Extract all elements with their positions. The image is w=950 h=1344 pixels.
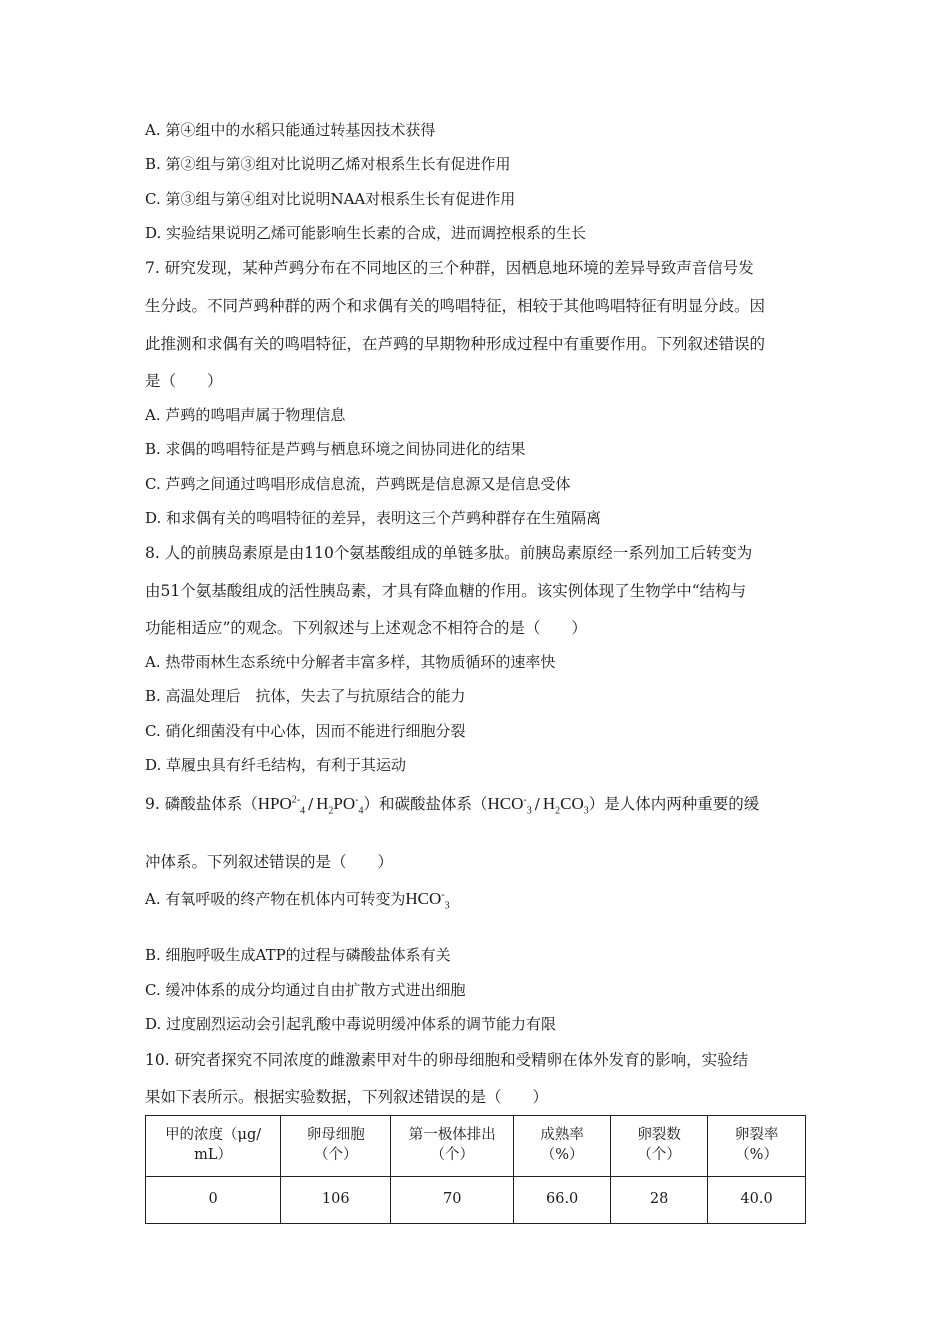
q8-option-c: C. 硝化细菌没有中心体，因而不能进行细胞分裂: [145, 722, 466, 740]
q7-option-d: D. 和求偶有关的鸣唱特征的差异，表明这三个芦鹀种群存在生殖隔离: [145, 509, 602, 527]
formula-hco3: $HCO^-_3$: [487, 794, 532, 817]
table-header-row: [146, 1116, 806, 1177]
q8-option-a: A. 热带雨林生态系统中分解者丰富多样，其物质循环的速率快: [145, 653, 556, 671]
q8-option-d: D. 草履虫具有纤毛结构，有利于其运动: [145, 756, 407, 774]
header-maturation-rate: 成熟率 （%）: [514, 1116, 611, 1177]
q7-option-a: A. 芦鹀的鸣唱声属于物理信息: [145, 406, 346, 424]
q7-stem-line-1: 7. 研究发现，某种芦鹀分布在不同地区的三个种群，因栖息地环境的差异导致声音信号发: [145, 259, 754, 277]
formula-h2co3: $H_2CO_3$: [542, 794, 589, 817]
formula-hco3-answer: $HCO^-_3$: [405, 889, 450, 912]
q9-prefix: 9. 磷酸盐体系（: [145, 795, 258, 813]
q7-stem-line-2: 生分歧。不同芦鹀种群的两个和求偶有关的鸣唱特征，相较于其他鸣唱特征有明显分歧。因: [145, 297, 766, 315]
header-cleavage-count: 卵裂数 （个）: [611, 1116, 708, 1177]
q9-option-c: C. 缓冲体系的成分均通过自由扩散方式进出细胞: [145, 981, 466, 999]
q10-data-table: [145, 1115, 806, 1224]
cell-first-polar-body: 70: [391, 1177, 514, 1224]
cell-concentration: 0: [146, 1177, 281, 1224]
header-first-polar-body: 第一极体排出 （个）: [391, 1116, 514, 1177]
q7-option-b: B. 求偶的鸣唱特征是芦鹀与栖息环境之间协同进化的结果: [145, 440, 526, 458]
q10-stem-line-2: 果如下表所示。根据实验数据，下列叙述错误的是（ ）: [145, 1088, 549, 1106]
q7-stem-line-3: 此推测和求偶有关的鸣唱特征，在芦鹀的早期物种形成过程中有重要作用。下列叙述错误的: [145, 335, 766, 353]
cell-maturation-rate: 66.0: [514, 1177, 611, 1224]
q6-option-a: A. 第④组中的水稻只能通过转基因技术获得: [145, 121, 436, 139]
q9-option-d: D. 过度剧烈运动会引起乳酸中毒说明缓冲体系的调节能力有限: [145, 1015, 557, 1033]
cell-cleavage-count: 28: [611, 1177, 708, 1224]
cell-cleavage-rate: 40.0: [708, 1177, 806, 1224]
formula-h2po4: $H_2PO^-_4$: [316, 794, 364, 817]
q8-option-b: B. 高温处理后 抗体，失去了与抗原结合的能力: [145, 687, 466, 705]
q6-option-b: B. 第②组与第③组对比说明乙烯对根系生长有促进作用: [145, 155, 511, 173]
formula-hpo4: $HPO^{2-}_4$: [257, 794, 306, 817]
q7-option-c: C. 芦鹀之间通过鸣唱形成信息流，芦鹀既是信息源又是信息受体: [145, 475, 571, 493]
q6-option-c: C. 第③组与第④组对比说明NAA对根系生长有促进作用: [145, 190, 516, 208]
q9-middle: ）和碳酸盐体系（: [363, 795, 488, 813]
header-cleavage-rate: 卵裂率 （%）: [708, 1116, 806, 1177]
q9-suffix: ）是人体内两种重要的缓: [588, 795, 760, 813]
q8-stem-line-2: 由51个氨基酸组成的活性胰岛素，才具有降血糖的作用。该实例体现了生物学中“结构与: [145, 582, 747, 600]
q9-stem-line-2: 冲体系。下列叙述错误的是（ ）: [145, 853, 394, 871]
q7-stem-line-4: 是（ ）: [145, 372, 223, 390]
header-oocytes: 卵母细胞 （个）: [281, 1116, 391, 1177]
q10-stem-line-1: 10. 研究者探究不同浓度的雌激素甲对牛的卵母细胞和受精卵在体外发育的影响，实验结: [145, 1051, 749, 1069]
q8-stem-line-1: 8. 人的前胰岛素原是由110个氨基酸组成的单链多肽。前胰岛素原经一系列加工后转变为: [145, 544, 753, 562]
cell-oocytes: 106: [281, 1177, 391, 1224]
q9-stem-line-1: 9. 磷酸盐体系$(HPO^{2-}_4 / H_2PO^-_4)$和碳酸盐体系$(HCO^-_3 / H_2CO_3)$是人体内两种重要的缓: [145, 794, 760, 817]
q8-stem-line-3: 功能相适应”的观念。下列叙述与上述观念不相符合的是（ ）: [145, 619, 587, 637]
table-row: [146, 1177, 806, 1224]
header-concentration: 甲的浓度（μg/ mL）: [146, 1116, 281, 1177]
q6-option-d: D. 实验结果说明乙烯可能影响生长素的合成，进而调控根系的生长: [145, 224, 587, 242]
q9-option-b: B. 细胞呼吸生成ATP的过程与磷酸盐体系有关: [145, 946, 451, 964]
q9-option-a: A. 有氧呼吸的终产物在机体内可转变为$HCO^-_3$: [145, 889, 450, 912]
